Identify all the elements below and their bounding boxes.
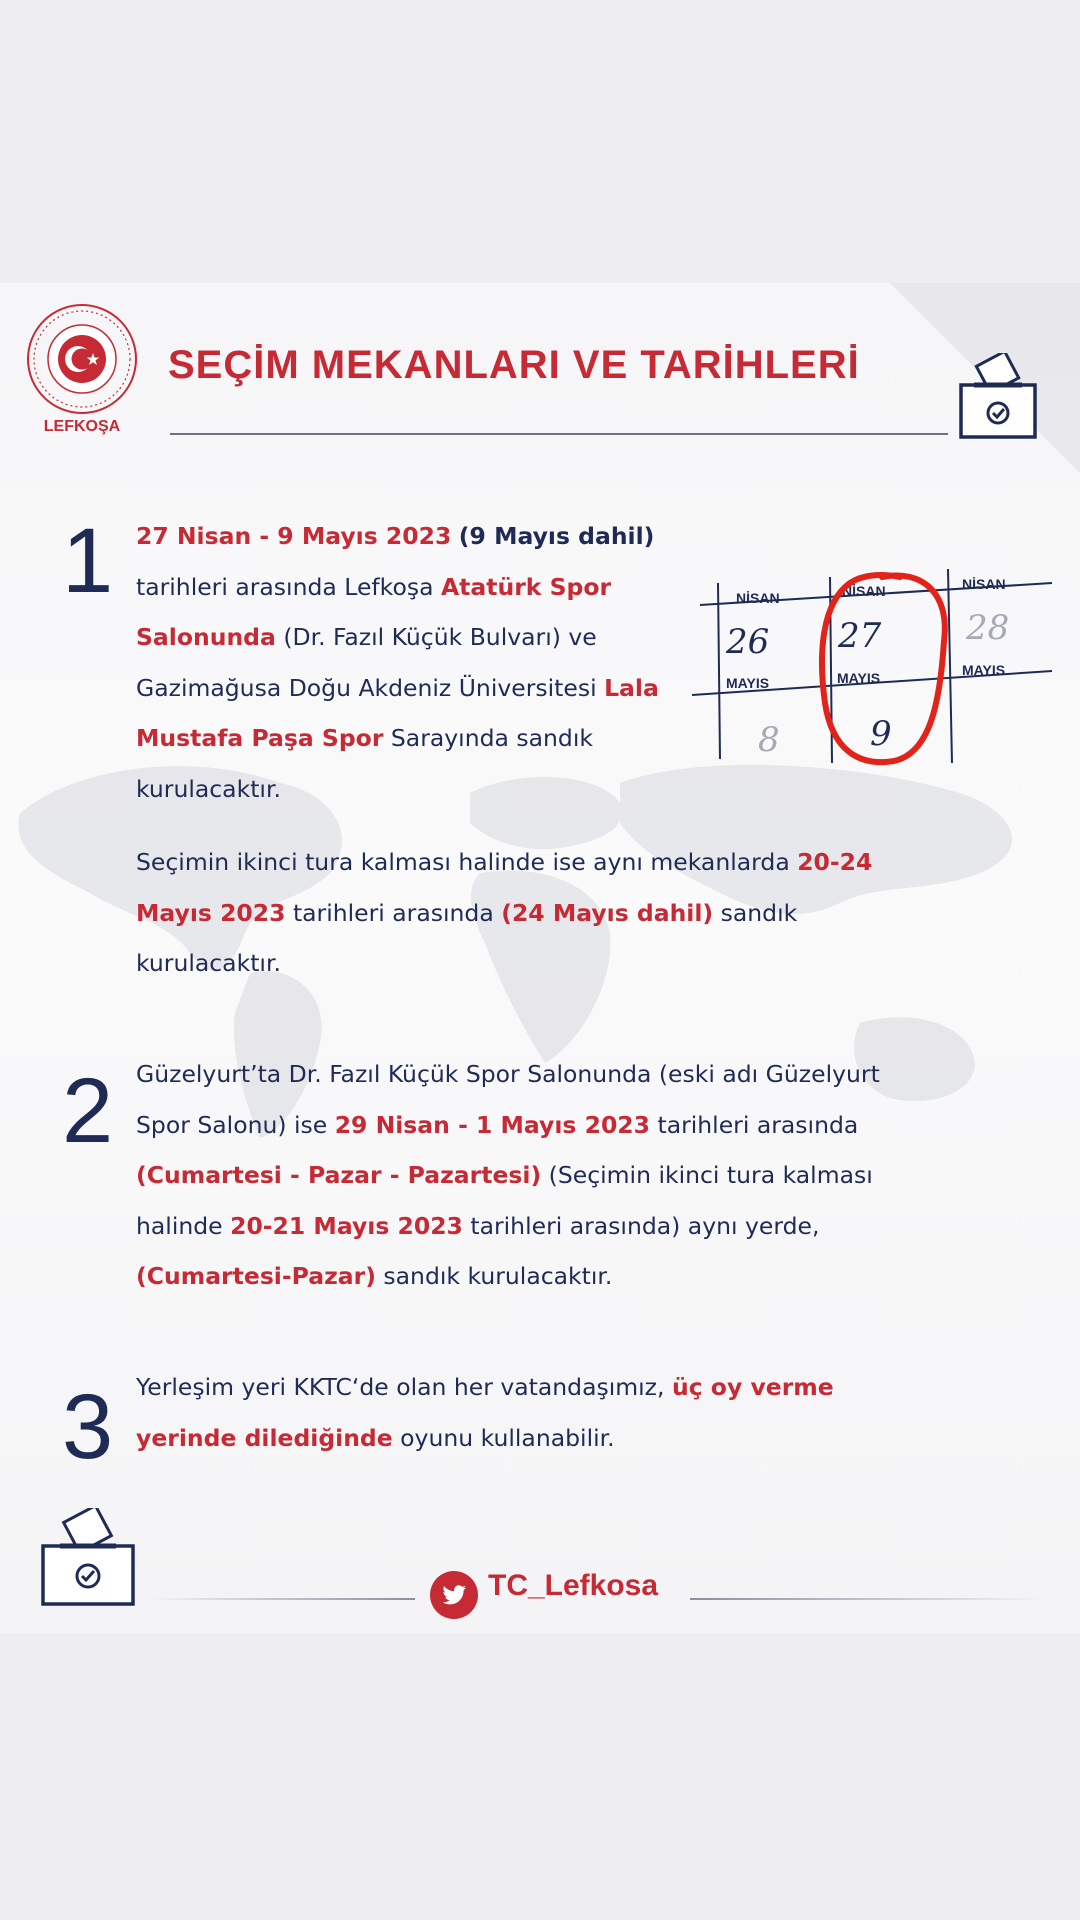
text-segment: 20-24 Mayıs 2023 — [136, 848, 873, 927]
title-divider — [170, 433, 948, 435]
text-segment: Sarayında sandık kurulacaktır. — [136, 724, 593, 803]
text-segment: (Cumartesi - Pazar - Pazartesi) — [136, 1161, 542, 1189]
text-segment: tarihleri arasında) aynı yerde, — [462, 1211, 820, 1240]
item-1-text — [136, 511, 676, 814]
text-segment: (9 Mayıs dahil) — [458, 522, 655, 550]
text-segment — [451, 522, 458, 550]
text-segment: üç oy verme yerinde dilediğinde — [136, 1373, 834, 1452]
cal-day: 27 — [838, 616, 882, 656]
item-1-second-round-text — [136, 837, 896, 989]
text-segment: tarihleri arasında Lefkoşa — [136, 572, 441, 601]
ballot-box-icon — [958, 353, 1038, 441]
cal-day: 9 — [870, 714, 892, 754]
text-segment: oyunu kullanabilir. — [392, 1423, 615, 1452]
text-segment: 20-21 Mayıs 2023 — [230, 1211, 463, 1240]
cal-month-label: MAYIS — [837, 670, 881, 686]
item-2-text — [136, 1049, 928, 1302]
text-segment: Yerleşim yeri KKTC‘de olan her vatandaşımız, — [136, 1373, 672, 1401]
text-segment: Lala Mustafa Paşa Spor — [136, 673, 659, 752]
ballot-box-icon — [40, 1508, 136, 1608]
cal-month-label: MAYIS — [726, 675, 770, 691]
text-segment: (Cumartesi-Pazar) — [136, 1262, 376, 1290]
text-segment: (Dr. Fazıl Küçük Bulvarı) ve Gazimağusa Doğu Akdeniz Üniversitesi — [136, 623, 605, 702]
cal-month-label: NİSAN — [962, 576, 1006, 592]
footer-divider-left — [150, 1598, 415, 1600]
cal-month-label: MAYIS — [962, 662, 1006, 678]
text-segment: tarihleri arasında — [650, 1110, 859, 1139]
text-segment: Atatürk Spor Salonunda — [136, 572, 612, 651]
text-segment: sandık kurulacaktır. — [375, 1262, 613, 1290]
page-title: SEÇİM MEKANLARI VE TARİHLERİ — [168, 343, 860, 387]
text-segment: tarihleri arasında — [285, 898, 502, 927]
cal-day: 8 — [758, 720, 780, 760]
twitter-handle[interactable]: TC_Lefkosa — [488, 1569, 659, 1602]
text-segment: (24 Mayıs dahil) — [501, 898, 714, 927]
seal-caption: LEFKOŞA — [43, 418, 121, 435]
item-3-text — [136, 1362, 936, 1463]
calendar-illustration — [690, 563, 1070, 793]
cal-month-label: NİSAN — [842, 583, 886, 599]
text-segment: (Seçimin ikinci tura kalması halinde — [136, 1161, 873, 1240]
cal-month-label: NİSAN — [736, 590, 780, 606]
text-segment: Seçimin ikinci tura kalması halinde ise aynı mekanlarda — [136, 848, 798, 876]
item-number-2: 2 — [62, 1060, 114, 1162]
twitter-icon — [430, 1571, 478, 1619]
item-number-3: 3 — [62, 1376, 114, 1478]
embassy-seal — [26, 303, 138, 415]
footer-divider-right — [690, 1598, 1045, 1600]
text-segment: sandık kurulacaktır. — [136, 898, 798, 977]
cal-day: 26 — [726, 622, 770, 662]
cal-day: 28 — [966, 608, 1010, 648]
item-number-1: 1 — [62, 510, 114, 612]
infographic-card — [0, 283, 1080, 1633]
text-segment: Güzelyurt’ta Dr. Fazıl Küçük Spor Salonunda (eski adı Güzelyurt Spor Salonu) ise — [136, 1060, 880, 1139]
text-segment: 29 Nisan - 1 Mayıs 2023 — [334, 1110, 651, 1139]
text-segment: 27 Nisan - 9 Mayıs 2023 — [136, 522, 452, 550]
